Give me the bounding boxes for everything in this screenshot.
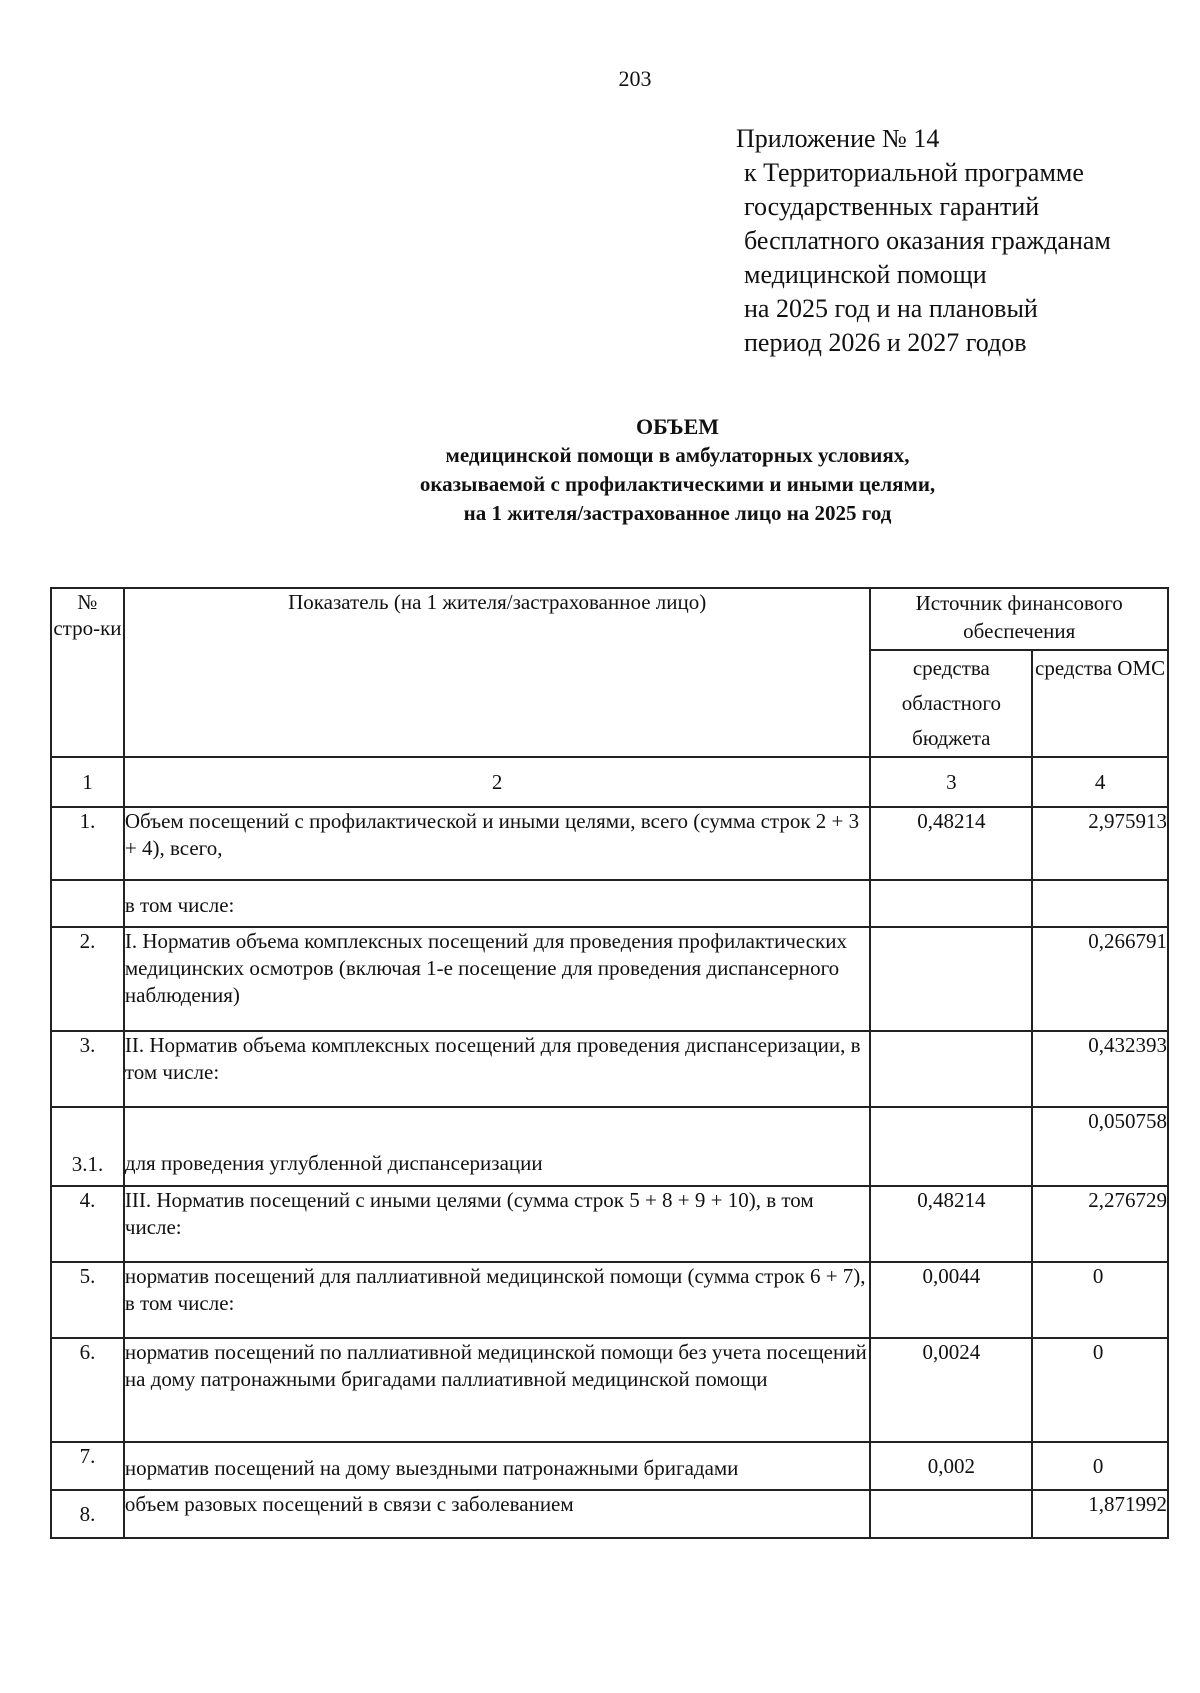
row-indicator: III. Норматив посещений с иными целями (сумма строк 5 + 8 + 9 + 10), в том числе: bbox=[124, 1186, 871, 1262]
title-main: ОБЪЕМ bbox=[635, 414, 720, 439]
row-oms-value: 0 bbox=[1032, 1262, 1168, 1338]
table-row bbox=[51, 1107, 1168, 1186]
appendix-line: бесплатного оказания гражданам bbox=[744, 226, 1111, 255]
row-regional-value: 0,48214 bbox=[870, 807, 1032, 880]
title-line: медицинской помощи в амбулаторных условиях, bbox=[445, 443, 910, 467]
row-number bbox=[51, 880, 124, 927]
row-regional-value: 0,002 bbox=[870, 1442, 1032, 1490]
column-number: 1 bbox=[51, 757, 124, 807]
row-regional-value: 0,48214 bbox=[870, 1186, 1032, 1262]
appendix-line: медицинской помощи bbox=[744, 260, 987, 289]
row-indicator: в том числе: bbox=[124, 880, 871, 927]
row-indicator: I. Норматив объема комплексных посещений для проведения профилактических медицинских осмотров (включая 1-е посещение для проведения диспансерного наблюдения) bbox=[124, 927, 871, 1031]
row-number: 3.1. bbox=[51, 1107, 124, 1186]
header-funding-source: Источник финансового обеспечения bbox=[870, 588, 1168, 650]
row-indicator: норматив посещений на дому выездными патронажными бригадами bbox=[124, 1442, 871, 1490]
title-line: оказываемой с профилактическими и иными целями, bbox=[419, 472, 936, 496]
row-oms-value: 0 bbox=[1032, 1338, 1168, 1442]
title-line: на 1 жителя/застрахованное лицо на 2025 год bbox=[463, 501, 892, 525]
header-oms: средства ОМС bbox=[1032, 650, 1168, 757]
row-oms-value: 1,871992 bbox=[1032, 1490, 1168, 1538]
row-oms-value: 2,276729 bbox=[1032, 1186, 1168, 1262]
table-row bbox=[51, 1338, 1168, 1442]
row-indicator: для проведения углубленной диспансеризации bbox=[124, 1107, 871, 1186]
column-number: 3 bbox=[870, 757, 1032, 807]
table-row bbox=[51, 1442, 1168, 1490]
row-number: 3. bbox=[51, 1031, 124, 1107]
row-number: 1. bbox=[51, 807, 124, 880]
appendix-block bbox=[736, 122, 1111, 360]
table-row bbox=[51, 880, 1168, 927]
row-number: 8. bbox=[51, 1490, 124, 1538]
appendix-line: период 2026 и 2027 годов bbox=[744, 328, 1027, 357]
row-number: 2. bbox=[51, 927, 124, 1031]
page-number: 203 bbox=[618, 66, 652, 91]
row-oms-value: 0,050758 bbox=[1032, 1107, 1168, 1186]
column-number-row bbox=[51, 757, 1168, 807]
appendix-line: на 2025 год и на плановый bbox=[744, 294, 1038, 323]
row-regional-value bbox=[870, 1490, 1032, 1538]
appendix-line: государственных гарантий bbox=[744, 192, 1040, 221]
row-regional-value bbox=[870, 880, 1032, 927]
row-indicator: норматив посещений для паллиативной медицинской помощи (сумма строк 6 + 7), в том числе: bbox=[124, 1262, 871, 1338]
row-oms-value bbox=[1032, 880, 1168, 927]
row-indicator: Объем посещений с профилактической и иными целями, всего (сумма строк 2 + 3 + 4), всего, bbox=[124, 807, 871, 880]
volume-table bbox=[50, 587, 1169, 1539]
row-indicator: II. Норматив объема комплексных посещений для проведения диспансеризации, в том числе: bbox=[124, 1031, 871, 1107]
row-number: 7. bbox=[51, 1442, 124, 1490]
header-row-number: № стро-ки bbox=[51, 588, 124, 757]
column-number: 4 bbox=[1032, 757, 1168, 807]
row-indicator: объем разовых посещений в связи с заболеванием bbox=[124, 1490, 871, 1538]
table-row bbox=[51, 927, 1168, 1031]
header-indicator: Показатель (на 1 жителя/застрахованное лицо) bbox=[124, 588, 871, 757]
table-row bbox=[51, 1490, 1168, 1538]
row-indicator: норматив посещений по паллиативной медицинской помощи без учета посещений на дому патронажными бригадами паллиативной медицинской помощи bbox=[124, 1338, 871, 1442]
row-regional-value: 0,0024 bbox=[870, 1338, 1032, 1442]
row-oms-value: 0 bbox=[1032, 1442, 1168, 1490]
row-regional-value bbox=[870, 1031, 1032, 1107]
table-row bbox=[51, 1186, 1168, 1262]
table-row bbox=[51, 1262, 1168, 1338]
row-number: 4. bbox=[51, 1186, 124, 1262]
row-number: 5. bbox=[51, 1262, 124, 1338]
document-title bbox=[0, 412, 1200, 528]
column-number: 2 bbox=[124, 757, 871, 807]
appendix-title: Приложение № 14 bbox=[736, 124, 940, 153]
row-regional-value: 0,0044 bbox=[870, 1262, 1032, 1338]
row-regional-value bbox=[870, 927, 1032, 1031]
header-regional-budget: средства областного бюджета bbox=[870, 650, 1032, 757]
appendix-line: к Территориальной программе bbox=[744, 158, 1084, 187]
row-regional-value bbox=[870, 1107, 1032, 1186]
row-oms-value: 0,266791 bbox=[1032, 927, 1168, 1031]
table-row bbox=[51, 807, 1168, 880]
row-oms-value: 0,432393 bbox=[1032, 1031, 1168, 1107]
row-oms-value: 2,975913 bbox=[1032, 807, 1168, 880]
table-row bbox=[51, 1031, 1168, 1107]
row-number: 6. bbox=[51, 1338, 124, 1442]
